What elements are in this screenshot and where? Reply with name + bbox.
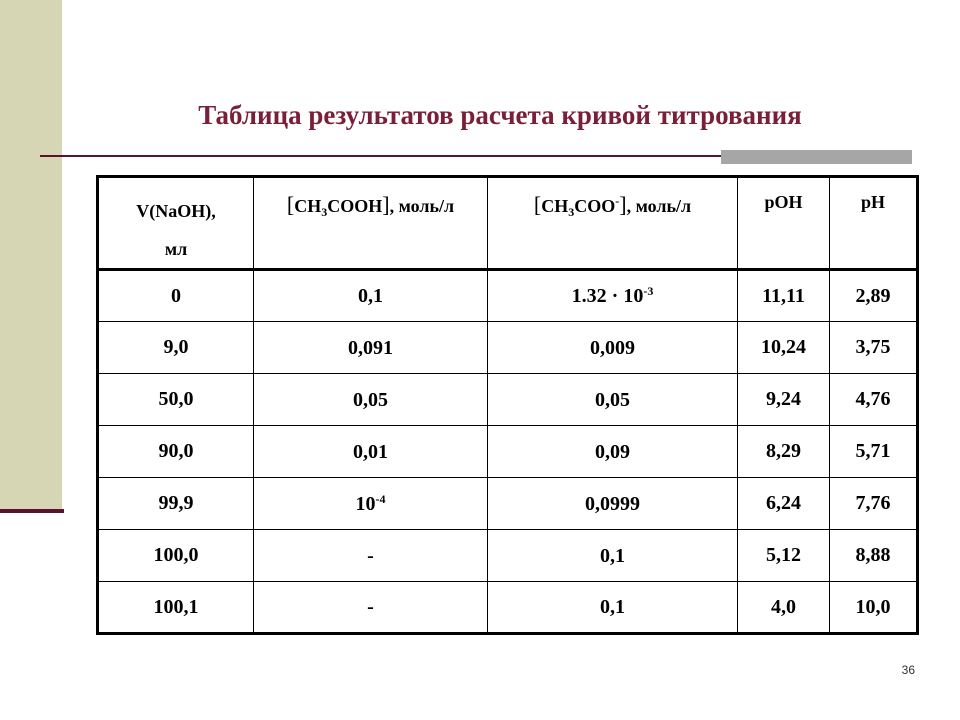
header-v-naoh-line1: V(NaOH), xyxy=(136,201,216,221)
cell-ph-value: 3,75 xyxy=(855,336,891,358)
cell-poh-value: 8,29 xyxy=(766,440,801,462)
header-acetate-concentration xyxy=(488,177,738,270)
cell-poh xyxy=(738,374,830,426)
cell-acid-value: - xyxy=(367,544,374,567)
cell-ph xyxy=(830,426,918,478)
table-row xyxy=(98,582,918,634)
cell-poh xyxy=(738,270,830,322)
cell-poh-value: 11,11 xyxy=(762,284,805,307)
cell-v-naoh-value: 50,0 xyxy=(158,388,194,410)
cell-v-naoh xyxy=(98,530,254,582)
header-acid-concentration xyxy=(254,177,488,270)
side-decor-line xyxy=(0,509,64,513)
cell-ph xyxy=(830,530,918,582)
cell-acetate-exponent: -3 xyxy=(643,284,654,298)
cell-ph-value: 10,0 xyxy=(855,595,891,618)
cell-v-naoh-value: 100,0 xyxy=(153,544,199,566)
cell-poh-value: 6,24 xyxy=(766,492,801,514)
header-acid-formula-sub: 3 xyxy=(321,205,328,219)
cell-ph xyxy=(830,322,918,374)
header-v-naoh xyxy=(98,177,254,270)
cell-acetate-value: 0,0999 xyxy=(585,492,640,515)
cell-v-naoh xyxy=(98,478,254,530)
header-poh: pOH xyxy=(738,177,830,270)
cell-acetate xyxy=(488,374,738,426)
cell-v-naoh xyxy=(98,322,254,374)
cell-poh xyxy=(738,478,830,530)
cell-acetate xyxy=(488,322,738,374)
cell-acid xyxy=(254,270,488,322)
table-row xyxy=(98,530,918,582)
cell-ph-value: 8,88 xyxy=(855,544,891,566)
cell-poh-value: 4,0 xyxy=(771,595,796,618)
cell-ph xyxy=(830,374,918,426)
cell-ph-value: 4,76 xyxy=(855,388,891,410)
header-acid-open-bracket: [ xyxy=(286,192,295,217)
title-accent-bar xyxy=(721,150,912,164)
header-acetate-formula-sub: 3 xyxy=(568,205,575,219)
table-row xyxy=(98,322,918,374)
cell-acid xyxy=(254,426,488,478)
table-header-row xyxy=(98,177,918,270)
cell-poh xyxy=(738,582,830,634)
table-row xyxy=(98,270,918,322)
cell-acetate xyxy=(488,530,738,582)
header-acetate-formula-b: COO xyxy=(574,196,616,216)
cell-acetate xyxy=(488,426,738,478)
cell-v-naoh-value: 9,0 xyxy=(163,336,189,358)
header-acetate-close-bracket: ] xyxy=(619,192,627,217)
cell-acid-value: 0,01 xyxy=(353,440,388,463)
cell-v-naoh xyxy=(98,582,254,634)
header-acid-close-bracket: ] xyxy=(382,192,390,217)
cell-acetate-value: 0,009 xyxy=(590,336,635,359)
table-row xyxy=(98,478,918,530)
cell-acid xyxy=(254,478,488,530)
cell-v-naoh-value: 0 xyxy=(171,284,181,307)
header-v-naoh-line2: мл xyxy=(164,239,188,259)
table-row xyxy=(98,426,918,478)
cell-v-naoh xyxy=(98,270,254,322)
cell-acid xyxy=(254,582,488,634)
cell-poh-value: 5,12 xyxy=(766,544,801,566)
cell-acid xyxy=(254,530,488,582)
slide-title: Таблица результатов расчета кривой титрования xyxy=(198,100,802,130)
header-acid-unit: , моль/л xyxy=(389,196,455,216)
cell-ph-value: 7,76 xyxy=(855,492,891,514)
cell-ph xyxy=(830,270,918,322)
cell-poh-value: 10,24 xyxy=(761,336,806,358)
cell-v-naoh-value: 99,9 xyxy=(158,492,194,514)
cell-acid xyxy=(254,322,488,374)
cell-ph xyxy=(830,478,918,530)
table-row xyxy=(98,374,918,426)
side-decor-band xyxy=(0,0,62,512)
cell-acetate-value: 0,05 xyxy=(595,388,630,411)
cell-acetate xyxy=(488,582,738,634)
cell-acetate-value: 0,09 xyxy=(595,440,630,463)
cell-poh xyxy=(738,322,830,374)
cell-poh xyxy=(738,530,830,582)
cell-v-naoh-value: 90,0 xyxy=(158,440,194,462)
cell-ph-value: 5,71 xyxy=(855,440,891,462)
header-acetate-unit: , моль/л xyxy=(626,196,692,216)
titration-results-table xyxy=(96,175,919,635)
header-acetate-open-bracket: [ xyxy=(533,192,542,217)
cell-acetate-value: 0,1 xyxy=(600,544,625,567)
cell-v-naoh xyxy=(98,374,254,426)
cell-acid-exponent: -4 xyxy=(375,491,386,506)
cell-acetate-value: 0,1 xyxy=(600,596,625,618)
cell-poh xyxy=(738,426,830,478)
header-acetate-formula-a: CH xyxy=(541,196,569,216)
header-acid-formula-b: COOH xyxy=(327,196,383,216)
cell-ph-value: 2,89 xyxy=(855,284,891,307)
cell-v-naoh-value: 100,1 xyxy=(153,595,199,618)
cell-acid-value: 10 xyxy=(355,492,376,515)
cell-acetate xyxy=(488,478,738,530)
cell-acid xyxy=(254,374,488,426)
header-acid-formula-a: CH xyxy=(294,196,322,216)
cell-acetate-value: 1.32 · 10 xyxy=(571,285,644,307)
page-number: 36 xyxy=(901,663,915,677)
cell-acid-value: - xyxy=(367,596,374,618)
cell-v-naoh xyxy=(98,426,254,478)
header-acetate-charge: - xyxy=(615,194,620,208)
cell-acetate xyxy=(488,270,738,322)
header-ph: pH xyxy=(830,177,918,270)
cell-poh-value: 9,24 xyxy=(766,388,801,410)
cell-acid-value: 0,091 xyxy=(348,336,393,359)
cell-acid-value: 0,1 xyxy=(358,285,383,307)
cell-acid-value: 0,05 xyxy=(353,388,388,411)
cell-ph xyxy=(830,582,918,634)
